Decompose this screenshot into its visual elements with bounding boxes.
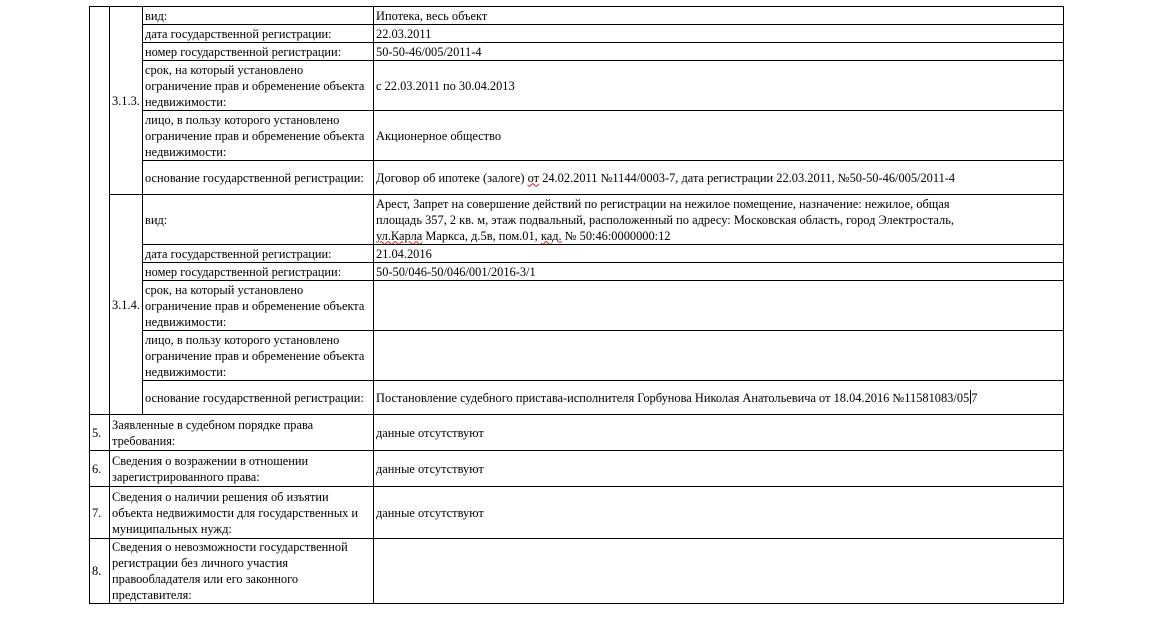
subsection-number: 3.1.4. bbox=[110, 195, 143, 415]
table-row bbox=[90, 451, 1064, 487]
value-line: Арест, Запрет на совершение действий по регистрации на нежилое помещение, назначение: нежилое, общая bbox=[376, 196, 950, 211]
field-value[interactable]: с 22.03.2011 по 30.04.2013 bbox=[374, 61, 1064, 111]
field-label: вид: bbox=[143, 7, 374, 25]
field-value[interactable] bbox=[374, 331, 1064, 381]
table-row bbox=[90, 245, 1064, 263]
table-row bbox=[90, 331, 1064, 381]
field-value[interactable]: данные отсутствуют bbox=[374, 415, 1064, 451]
value-text: 7 bbox=[971, 390, 978, 405]
table-row bbox=[90, 25, 1064, 43]
field-value[interactable]: 22.03.2011 bbox=[374, 25, 1064, 43]
value-text: Договор об ипотеке (залоге) bbox=[376, 170, 528, 185]
field-value[interactable]: данные отсутствуют bbox=[374, 451, 1064, 487]
field-value[interactable]: Акционерное общество bbox=[374, 111, 1064, 161]
table-row bbox=[90, 61, 1064, 111]
value-text: 24.02.2011 №1144/0003-7, дата регистрации 22.03.2011, №50-50-46/005/2011-4 bbox=[539, 170, 956, 185]
spellcheck-word: ул.Карла bbox=[376, 228, 423, 243]
field-value[interactable]: Ипотека, весь объект bbox=[374, 7, 1064, 25]
table-row bbox=[90, 539, 1064, 604]
left-blank-cell bbox=[90, 7, 110, 415]
field-value[interactable] bbox=[374, 381, 1064, 415]
table-row bbox=[90, 43, 1064, 61]
field-label: вид: bbox=[143, 195, 374, 245]
field-value[interactable]: 50-50-46/005/2011-4 bbox=[374, 43, 1064, 61]
value-text: № 50:46:0000000:12 bbox=[564, 228, 671, 243]
table-row bbox=[90, 161, 1064, 195]
field-label: дата государственной регистрации: bbox=[143, 25, 374, 43]
field-label: Сведения о невозможности государственной регистрации без личного участия правообладателя или его законного представителя: bbox=[110, 539, 374, 604]
field-label: лицо, в пользу которого установлено ограничение прав и обременение объекта недвижимости: bbox=[143, 111, 374, 161]
spellcheck-word: от bbox=[527, 170, 540, 185]
item-number: 7. bbox=[90, 487, 110, 539]
item-number: 8. bbox=[90, 539, 110, 604]
value-line: площадь 357, 2 кв. м, этаж подвальный, расположенный по адресу: Московская область, город Электросталь, bbox=[376, 212, 954, 227]
field-label: Сведения о возражении в отношении зарегистрированного права: bbox=[110, 451, 374, 487]
item-number: 5. bbox=[90, 415, 110, 451]
subsection-number: 3.1.3. bbox=[110, 7, 143, 195]
field-label: номер государственной регистрации: bbox=[143, 43, 374, 61]
field-label: основание государственной регистрации: bbox=[143, 381, 374, 415]
field-value[interactable] bbox=[374, 161, 1064, 195]
registry-table bbox=[89, 6, 1064, 604]
field-label: срок, на который установлено ограничение прав и обременение объекта недвижимости: bbox=[143, 61, 374, 111]
field-label: Заявленные в судебном порядке права требования: bbox=[110, 415, 374, 451]
table-row bbox=[90, 195, 1064, 245]
field-label: лицо, в пользу которого установлено ограничение прав и обременение объекта недвижимости: bbox=[143, 331, 374, 381]
field-value[interactable]: 21.04.2016 bbox=[374, 245, 1064, 263]
field-label: Сведения о наличии решения об изъятии объекта недвижимости для государственных и муниципальных нужд: bbox=[110, 487, 374, 539]
spellcheck-word: кад. bbox=[540, 228, 562, 243]
item-number: 6. bbox=[90, 451, 110, 487]
field-value[interactable]: данные отсутствуют bbox=[374, 487, 1064, 539]
field-label: срок, на который установлено ограничение прав и обременение объекта недвижимости: bbox=[143, 281, 374, 331]
table-row bbox=[90, 111, 1064, 161]
field-value[interactable] bbox=[374, 539, 1064, 604]
table-row bbox=[90, 487, 1064, 539]
field-label: номер государственной регистрации: bbox=[143, 263, 374, 281]
field-value[interactable] bbox=[374, 281, 1064, 331]
table-row bbox=[90, 263, 1064, 281]
field-label: дата государственной регистрации: bbox=[143, 245, 374, 263]
field-value[interactable]: 50-50/046-50/046/001/2016-3/1 bbox=[374, 263, 1064, 281]
field-label: основание государственной регистрации: bbox=[143, 161, 374, 195]
field-value[interactable] bbox=[374, 195, 1064, 245]
table-row bbox=[90, 7, 1064, 25]
table-row bbox=[90, 281, 1064, 331]
value-text: Маркса, д.5в, пом.01, bbox=[422, 228, 541, 243]
table-row bbox=[90, 415, 1064, 451]
value-text: Постановление судебного пристава-исполнителя Горбунова Николая Анатольевича от 18.04.2016 №11581083/05 bbox=[376, 390, 970, 405]
table-row bbox=[90, 381, 1064, 415]
